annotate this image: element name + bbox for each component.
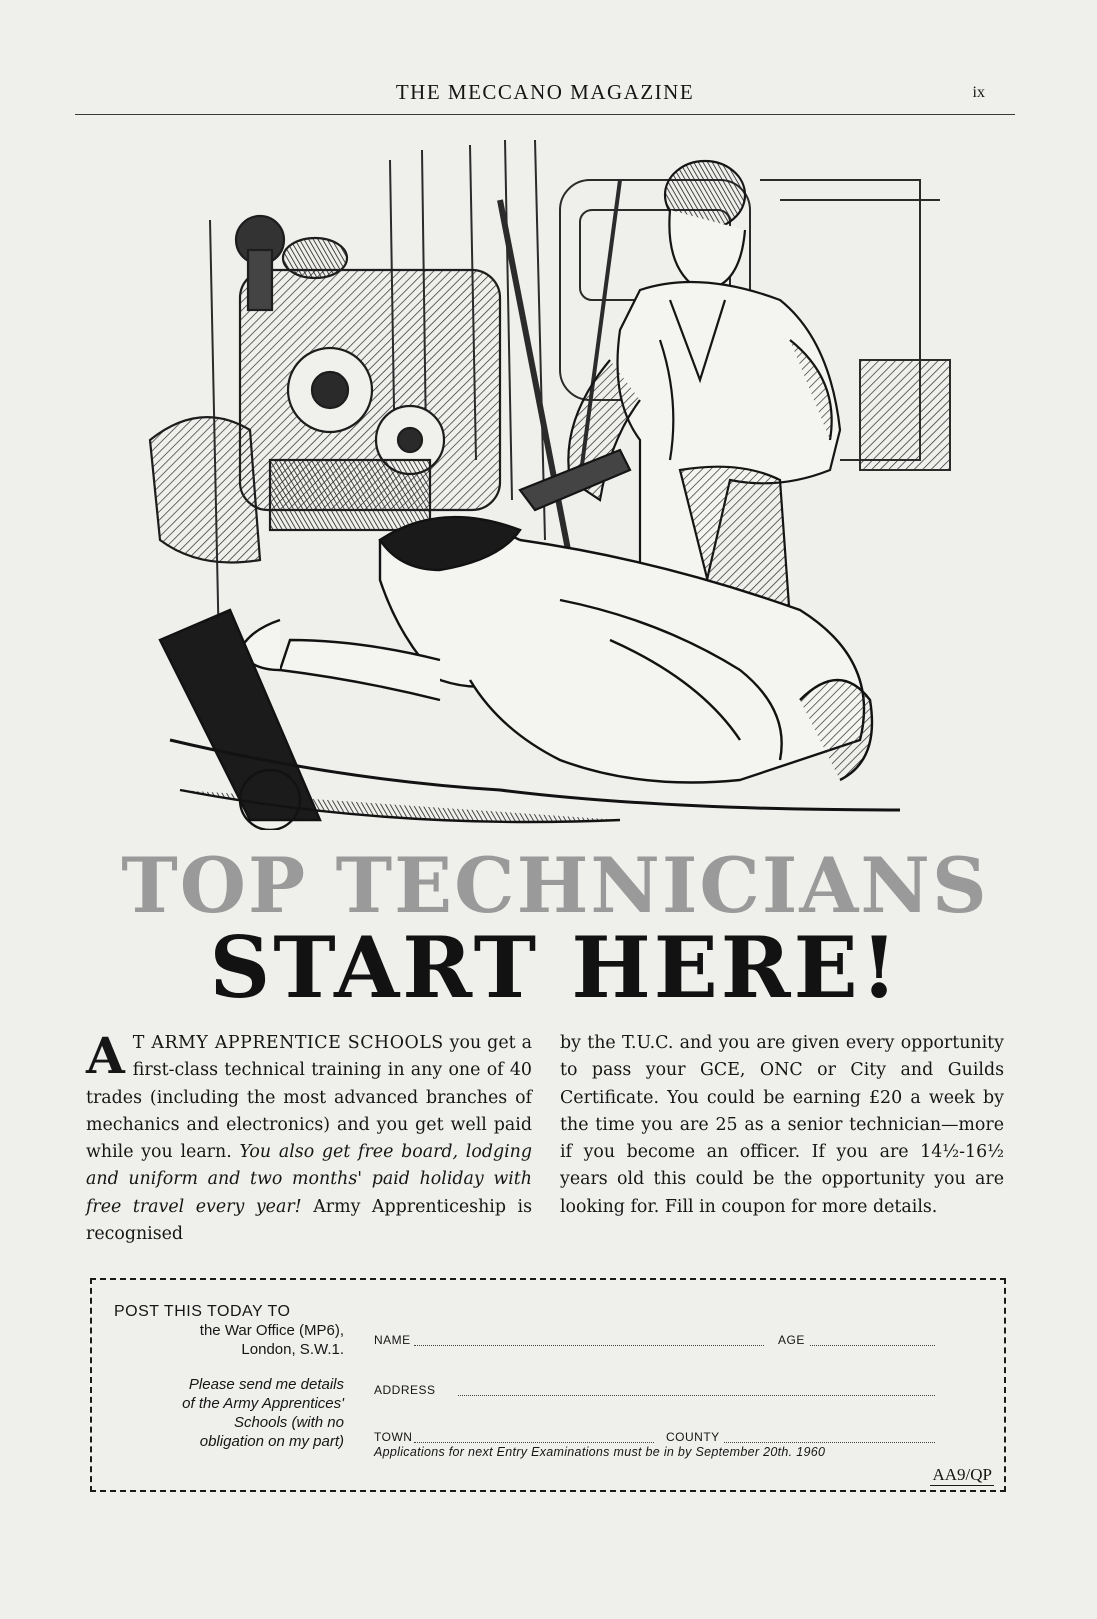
body-column-left <box>86 1026 532 1248</box>
name-label: NAME <box>374 1333 411 1347</box>
name-field[interactable] <box>414 1345 764 1346</box>
page-number: ix <box>972 84 985 101</box>
age-field[interactable] <box>810 1345 935 1346</box>
body-column-right <box>560 1030 1004 1221</box>
body-right-text: by the T.U.C. and you are given every opportunity to pass your GCE, ONC or City and Guilds Certificate. You could be earning £20 a week by the time you are 25 as a senior technician—more if you become an officer. If you are 14½-16½ years old this could be the opportunity you are looking for. Fill in coupon for more details. <box>560 1033 1004 1217</box>
request-line3: Schools (with no <box>233 1414 344 1431</box>
body-left-part1: you get a first-class technical training in any one of 40 trades (including the most advanced branches of mechanics and electronics) and you get well paid while you learn. <box>86 1033 532 1163</box>
coupon <box>90 1278 1006 1492</box>
body-left-italic: You also get free board, lodging and uniform and two months' paid holiday with free travel every year! <box>86 1142 532 1217</box>
age-label: AGE <box>778 1333 805 1347</box>
request-line4: obligation on my part) <box>199 1433 344 1450</box>
magazine-title: THE MECCANO MAGAZINE <box>395 80 695 104</box>
request-line2: of the Army Apprentices' <box>182 1395 344 1412</box>
headline-top-technicians: TOP TECHNICIANS <box>121 841 989 930</box>
town-field[interactable] <box>414 1442 654 1443</box>
county-field[interactable] <box>724 1442 935 1443</box>
address-label: ADDRESS <box>374 1383 436 1397</box>
entry-exam-note: Applications for next Entry Examinations must be in by September 20th. 1960 <box>374 1445 826 1459</box>
workshop-illustration-icon <box>140 140 980 830</box>
address-field[interactable] <box>458 1395 935 1396</box>
lead-caps: T ARMY APPRENTICE SCHOOLS <box>132 1033 444 1053</box>
coupon-address-line1: the War Office (MP6), <box>199 1322 344 1339</box>
coupon-address-line2: London, S.W.1. <box>241 1341 344 1358</box>
running-head <box>75 80 1015 115</box>
town-label: TOWN <box>374 1430 413 1444</box>
drop-cap: A <box>86 1026 125 1085</box>
coupon-address-block <box>114 1302 344 1451</box>
body-left-part2: Army Apprenticeship is recognised <box>86 1196 532 1245</box>
request-line1: Please send me details <box>188 1376 344 1393</box>
coupon-request <box>114 1375 344 1451</box>
headline-start-here: START HERE! <box>209 918 901 1017</box>
county-label: COUNTY <box>666 1430 720 1444</box>
coupon-code: AA9/QP <box>932 1465 992 1484</box>
post-this-today: POST THIS TODAY TO <box>114 1303 291 1320</box>
